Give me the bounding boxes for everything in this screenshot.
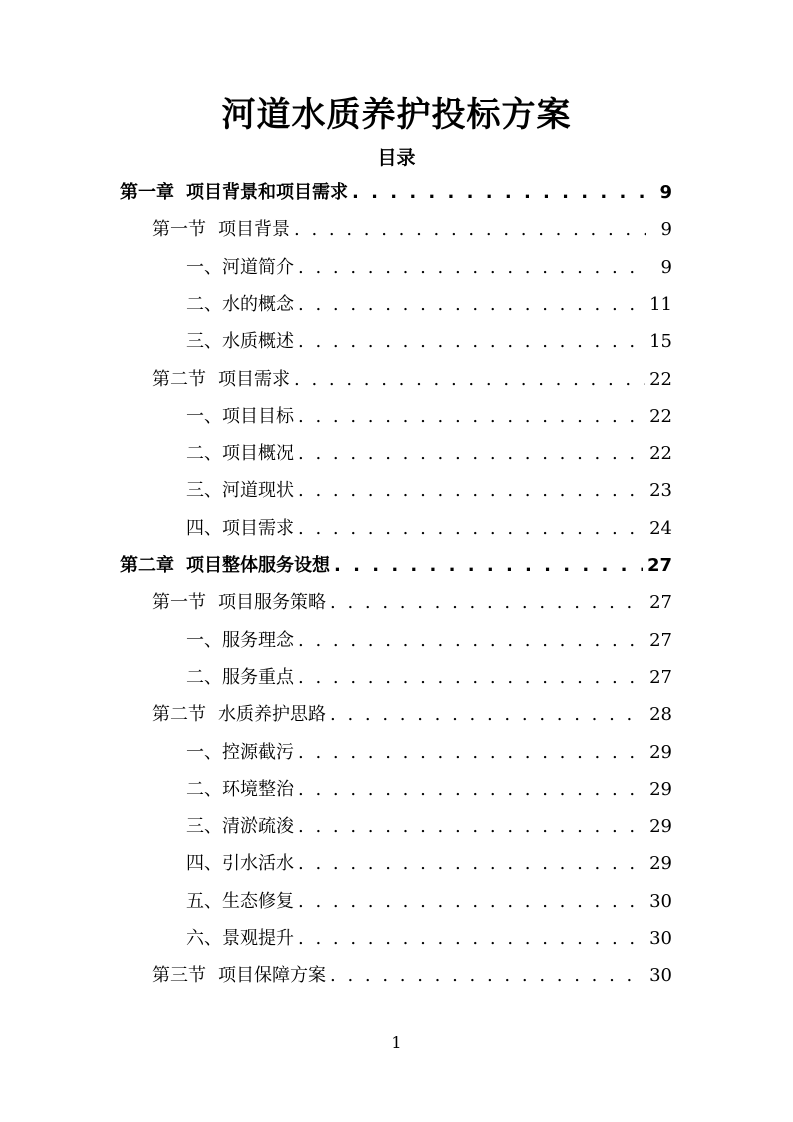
toc-entry[interactable] xyxy=(152,696,672,733)
toc-entry[interactable] xyxy=(186,435,672,472)
toc-entry-page: 29 xyxy=(649,741,672,763)
toc-entry[interactable] xyxy=(120,174,672,211)
toc-entry-leader-dots xyxy=(294,211,646,248)
toc-entry-page: 23 xyxy=(649,480,672,502)
toc-entry-page: 27 xyxy=(646,555,672,576)
toc-entry-title: 项目需求 xyxy=(222,517,294,539)
toc-entry-title: 服务理念 xyxy=(222,629,294,651)
toc-entry-page: 27 xyxy=(649,629,672,651)
toc-entry-page: 9 xyxy=(659,182,672,203)
toc-entry-leader-dots xyxy=(298,845,645,882)
toc-entry-leader-dots xyxy=(298,249,646,286)
toc-entry[interactable] xyxy=(152,957,672,994)
toc-entry-leader-dots xyxy=(294,361,645,398)
toc-entry-number: 三、 xyxy=(186,480,222,502)
toc-entry-leader-dots xyxy=(298,510,645,547)
toc-entry-page: 28 xyxy=(649,704,672,726)
toc-entry-page: 30 xyxy=(649,928,672,949)
toc-entry-number: 第一章 xyxy=(120,182,174,203)
toc-entry-leader-dots xyxy=(298,398,645,435)
toc-entry-title: 项目保障方案 xyxy=(218,965,326,987)
toc-entry-number: 二、 xyxy=(186,778,222,800)
toc-entry-leader-dots xyxy=(298,808,645,845)
toc-entry-number: 一、 xyxy=(186,256,222,278)
toc-heading: 目录 xyxy=(377,147,416,169)
toc-entry-leader-dots xyxy=(298,734,645,771)
toc-entry-number: 一、 xyxy=(186,629,222,651)
toc-entry-page: 11 xyxy=(649,293,672,315)
toc-entry-page: 22 xyxy=(649,443,672,465)
toc-entry-number: 第一节 xyxy=(152,219,206,241)
toc-entry-leader-dots xyxy=(298,920,645,957)
toc-entry-title: 服务重点 xyxy=(222,666,294,688)
toc-entry-title: 景观提升 xyxy=(222,928,294,949)
toc-entry-title: 项目背景和项目需求 xyxy=(186,182,348,203)
toc-entry-number: 第二节 xyxy=(152,368,206,390)
toc-entry[interactable] xyxy=(186,249,672,286)
toc-entry-title: 清淤疏浚 xyxy=(222,816,294,838)
toc-entry-title: 环境整治 xyxy=(222,778,294,800)
toc-entry-number: 第二章 xyxy=(120,555,174,576)
toc-entry-page: 27 xyxy=(649,666,672,688)
toc-entry-title: 河道现状 xyxy=(222,480,294,502)
toc-entry-number: 四、 xyxy=(186,853,222,875)
toc-entry[interactable] xyxy=(152,211,672,248)
toc-entry-number: 一、 xyxy=(186,405,222,427)
toc-entry-number: 五、 xyxy=(186,890,222,912)
document-title: 河道水质养护投标方案 xyxy=(221,95,572,135)
toc-entry[interactable] xyxy=(186,398,672,435)
toc-entry-number: 二、 xyxy=(186,443,222,465)
toc-entry-title: 水质概述 xyxy=(222,331,294,353)
toc-entry-leader-dots xyxy=(298,771,645,808)
toc-entry-page: 22 xyxy=(649,405,672,427)
toc-entry-leader-dots xyxy=(298,622,645,659)
toc-entry[interactable] xyxy=(120,547,672,584)
toc-entry-title: 河道简介 xyxy=(222,256,294,278)
toc-entry-number: 一、 xyxy=(186,741,222,763)
toc-entry-leader-dots xyxy=(298,472,645,509)
toc-entry-page: 9 xyxy=(660,256,672,278)
toc-entry[interactable] xyxy=(186,883,672,920)
toc-entry-number: 三、 xyxy=(186,331,222,353)
toc-entry-number: 二、 xyxy=(186,293,222,315)
toc-entry-title: 水质养护思路 xyxy=(218,704,326,726)
toc-entry[interactable] xyxy=(152,584,672,621)
toc-entry-leader-dots xyxy=(298,883,645,920)
toc-entry[interactable] xyxy=(152,361,672,398)
toc-entry-title: 生态修复 xyxy=(222,890,294,912)
toc-entry-leader-dots xyxy=(298,435,645,472)
toc-entry-number: 六、 xyxy=(186,928,222,949)
toc-entry-leader-dots xyxy=(298,286,645,323)
toc-entry-page: 15 xyxy=(649,331,672,353)
toc-entry-page: 30 xyxy=(649,965,672,987)
toc-entry-leader-dots xyxy=(352,174,646,211)
toc-entry-number: 二、 xyxy=(186,666,222,688)
toc-entry-leader-dots xyxy=(334,547,643,584)
toc-entry[interactable] xyxy=(186,734,672,771)
toc-entry[interactable] xyxy=(186,472,672,509)
toc-entry-title: 控源截污 xyxy=(222,741,294,763)
toc-entry-page: 29 xyxy=(649,853,672,875)
toc-entry[interactable] xyxy=(186,845,672,882)
toc-entry[interactable] xyxy=(186,286,672,323)
toc-entry-page: 29 xyxy=(649,816,672,838)
toc-entry-leader-dots xyxy=(330,584,645,621)
toc-entry-number: 第二节 xyxy=(152,704,206,726)
toc-entry-page: 27 xyxy=(649,592,672,614)
toc-entry-title: 水的概念 xyxy=(222,293,294,315)
toc-entry[interactable] xyxy=(186,622,672,659)
toc-entry-number: 第一节 xyxy=(152,592,206,614)
toc-entry-title: 项目概况 xyxy=(222,443,294,465)
toc-entry-title: 项目服务策略 xyxy=(218,592,326,614)
toc-entry-title: 项目背景 xyxy=(218,219,290,241)
toc-entry-page: 9 xyxy=(660,219,672,241)
toc-entry[interactable] xyxy=(186,771,672,808)
toc-entry-leader-dots xyxy=(330,696,645,733)
toc-entry-title: 引水活水 xyxy=(222,853,294,875)
toc-entry-title: 项目整体服务设想 xyxy=(186,555,330,576)
toc-entry[interactable] xyxy=(186,510,672,547)
toc-entry-page: 29 xyxy=(649,778,672,800)
toc-entry-number: 三、 xyxy=(186,816,222,838)
toc-entry-leader-dots xyxy=(298,659,645,696)
toc-entry-page: 22 xyxy=(649,368,672,390)
toc-entry-page: 24 xyxy=(649,517,672,539)
toc-entry-leader-dots xyxy=(298,323,645,360)
toc-entry[interactable] xyxy=(186,808,672,845)
toc-entry-page: 30 xyxy=(649,890,672,912)
toc-entry-number: 四、 xyxy=(186,517,222,539)
page-number: 1 xyxy=(391,1033,402,1052)
toc-entry-title: 项目需求 xyxy=(218,368,290,390)
toc-entry-number: 第三节 xyxy=(152,965,206,987)
toc-entry-leader-dots xyxy=(330,957,645,994)
toc-entry[interactable] xyxy=(186,659,672,696)
toc-entry[interactable] xyxy=(186,323,672,360)
toc-entry[interactable] xyxy=(186,920,672,957)
toc-entry-title: 项目目标 xyxy=(222,405,294,427)
